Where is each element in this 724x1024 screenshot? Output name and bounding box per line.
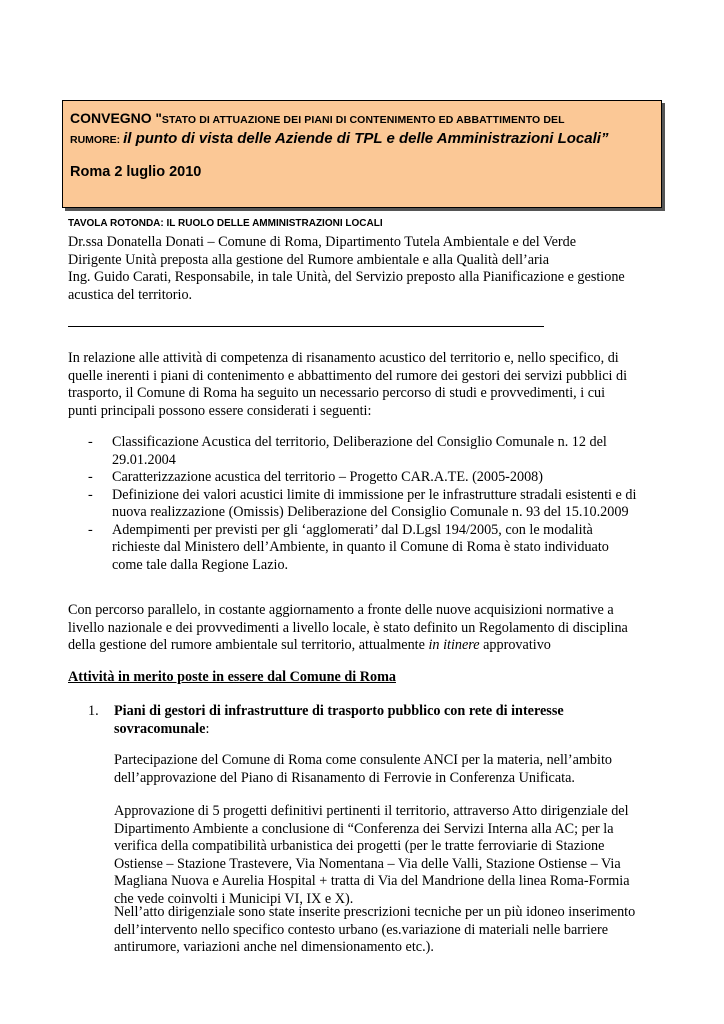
paragraph-line: Ostiense – Stazione Trastevere, Via Nomentana – Via delle Valli, Stazione Ostiense – Via: [114, 855, 621, 872]
item-title-colon: :: [205, 720, 210, 737]
conference-label: CONVEGNO: [70, 110, 152, 126]
conference-quote-mark: ": [155, 111, 162, 126]
paragraph-line: dell’intervento nello specifico contesto urbano (es.variazione di materiali nelle barriere: [114, 921, 608, 938]
list-item-line: richieste dal Ministero dell’Ambiente, in quanto il Comune di Roma è stato individuato: [112, 539, 609, 555]
conference-title-line-1: [70, 109, 654, 129]
intro-line: trasporto, il Comune di Roma ha seguito un necessario percorso di studi e provvedimenti, i cui: [68, 385, 606, 401]
paragraph-line: Nell’atto dirigenziale sono state inserite prescrizioni tecniche per un più idoneo inserimento: [114, 904, 636, 920]
conference-header-box: [62, 100, 662, 208]
list-item-line: Definizione dei valori acustici limite di immissione per le infrastrutture stradali esistenti e di: [112, 486, 637, 503]
intro-line: quelle inerenti i piani di contenimento e abbattimento del rumore dei gestori dei servizi pubblici di: [68, 367, 628, 384]
paragraph-line: [68, 637, 658, 655]
round-table-title: TAVOLA ROTONDA: IL RUOLO DELLE AMMINISTRAZIONI LOCALI: [68, 218, 383, 229]
conference-title-caps-1: STATO DI ATTUAZIONE DEI PIANI DI CONTENIMENTO ED ABBATTIMENTO DEL: [161, 114, 565, 126]
conference-title-caps-2: RUMORE:: [70, 134, 121, 146]
paragraph-line: livello nazionale e dei provvedimenti a livello locale, è stato definito un Regolamento di disciplina: [68, 619, 628, 636]
conference-title-italic: il punto di vista delle Aziende di TPL e delle Amministrazioni Locali”: [123, 130, 609, 147]
horizontal-divider: [68, 326, 544, 327]
intro-paragraph: [68, 350, 658, 420]
paragraph-text: della gestione del rumore ambientale sul territorio, attualmente: [68, 637, 429, 653]
item-title-line: Piani di gestori di infrastrutture di trasporto pubblico con rete di interesse: [114, 703, 564, 719]
paragraph-line: Magliana Nuova e Aurelia Hospital + tratta di Via del Mandrione della linea Roma-Formia: [114, 873, 630, 889]
list-item: [88, 469, 663, 487]
parallel-paragraph: [68, 602, 658, 655]
intro-line: In relazione alle attività di competenza di risanamento acustico del territorio e, nello specifico, di: [68, 350, 619, 366]
paragraph-line: verifica della compatibilità urbanistica dei progetti (per le tratte ferroviarie di Stazione: [114, 838, 605, 854]
item-title-line: [114, 721, 564, 739]
points-list: [88, 434, 663, 574]
list-dash: -: [88, 469, 93, 485]
speaker-line: Ing. Guido Carati, Responsabile, in tale Unità, del Servizio preposto alla Pianificazione e gestione: [68, 269, 625, 285]
item-number: 1.: [88, 703, 99, 719]
intro-line: punti principali possono essere considerati i seguenti:: [68, 402, 372, 419]
conference-date-place: Roma 2 luglio 2010: [70, 164, 202, 180]
paragraph-line: Partecipazione del Comune di Roma come consulente ANCI per la materia, nell’ambito: [114, 752, 612, 768]
list-item-line: Caratterizzazione acustica del territorio – Progetto CAR.A.TE. (2005-2008): [112, 469, 544, 485]
paragraph-line: Dipartimento Ambiente a conclusione di “Conferenza dei Servizi Interna alla AC; per la: [114, 820, 614, 837]
prescriptions-paragraph: [114, 904, 674, 957]
paragraph-line: dell’approvazione del Piano di Risanamento di Ferrovie in Conferenza Unificata.: [114, 769, 575, 786]
list-dash: -: [88, 486, 93, 503]
speaker-line: Dirigente Unità preposta alla gestione del Rumore ambientale e alla Qualità dell’aria: [68, 251, 550, 268]
speaker-line: Dr.ssa Donatella Donati – Comune di Roma, Dipartimento Tutela Ambientale e del Verde: [68, 234, 577, 250]
paragraph-line: Approvazione di 5 progetti definitivi pertinenti il territorio, attraverso Atto dirigenziale del: [114, 803, 629, 819]
list-item-line: nuova realizzazione (Omissis) Deliberazione del Consiglio Comunale n. 93 del 15.10.2009: [112, 504, 629, 520]
section-heading: Attività in merito poste in essere dal Comune di Roma: [68, 669, 396, 685]
list-item: [88, 434, 663, 469]
list-item-line: Classificazione Acustica del territorio, Deliberazione del Consiglio Comunale n. 12 del: [112, 434, 607, 450]
list-item-line: 29.01.2004: [112, 451, 176, 468]
list-item: [88, 487, 663, 522]
item-title: [114, 703, 564, 738]
paragraph-line: Con percorso parallelo, in costante aggiornamento a fronte delle nuove acquisizioni normative a: [68, 602, 614, 618]
list-item-line: come tale dalla Regione Lazio.: [112, 556, 289, 573]
paragraph-text: approvativo: [479, 637, 551, 653]
list-dash: -: [88, 521, 93, 538]
item-title-text: sovracomunale: [114, 720, 206, 737]
list-item: [88, 522, 663, 575]
anci-paragraph: [114, 752, 674, 787]
speaker-line: acustica del territorio.: [68, 286, 193, 303]
approval-paragraph: [114, 803, 674, 908]
paragraph-line: che vede coinvolti i Municipi VI, IX e X).: [114, 890, 354, 907]
conference-title-line-2: [70, 129, 654, 150]
speakers-list: [68, 234, 658, 304]
list-item-line: Adempimenti per previsti per gli ‘agglomerati’ dal D.Lgsl 194/2005, con le modalità: [112, 521, 593, 538]
paragraph-line: antirumore, variazioni anche nel dimensionamento etc.).: [114, 939, 434, 955]
paragraph-italic-text: in itinere: [428, 637, 480, 653]
list-dash: -: [88, 434, 93, 450]
